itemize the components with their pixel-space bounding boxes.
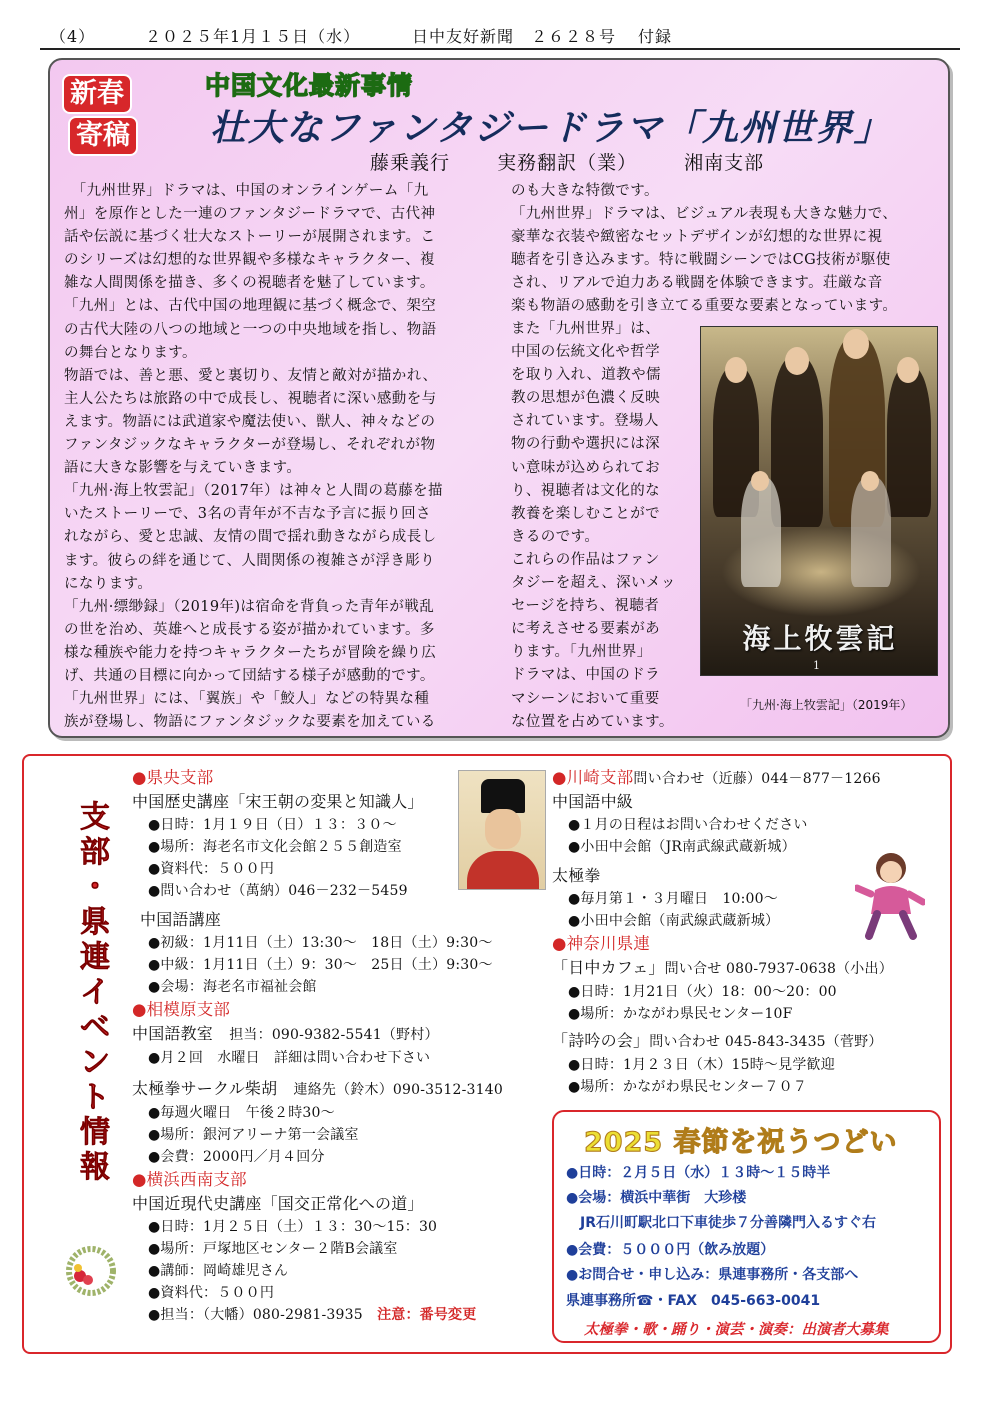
drama-poster-image [700, 326, 938, 676]
article-line: されています。登場人 [511, 413, 659, 430]
event-detail-line: ●場所：かながわ県民センター７０７ [568, 1079, 808, 1095]
author-branch: 湘南支部 [684, 152, 765, 174]
kanagawa-shigin-contact: 問い合わせ 045-843-3435（菅野） [649, 1034, 883, 1050]
sagamihara-class-contact: 担当：090-9382-5541（野村） [229, 1027, 439, 1043]
vertical-title-char: ・ [80, 870, 110, 905]
poster-caption: 「九州·海上牧雲記」（2019年） [740, 698, 913, 712]
article-line: され、リアルで迫力ある戦闘を体験できます。荘厳な音 [511, 275, 883, 292]
event-detail-line: ●問い合わせ（萬納）046－232－5459 [148, 883, 408, 899]
kawasaki-chinese-details [552, 814, 952, 858]
festival-line: 県連事務所☎・FAX 045-663-0041 [566, 1293, 821, 1309]
article-line: 中国の伝統文化や哲学 [511, 344, 660, 361]
sagamihara-taichi-contact: 連絡先（鈴木）090-3512-3140 [293, 1082, 503, 1098]
poster-number: 1 [813, 659, 820, 672]
article-line: 「九州世界」ドラマは、中国のオンラインゲーム「九 [64, 183, 429, 199]
events-vertical-title [72, 800, 118, 1185]
event-detail-line: ●資料代：５００円 [148, 861, 275, 877]
article-line: タジーを超え、深いメッ [511, 575, 676, 592]
article-line: 物語では、善と悪、愛と裏切り、友情と敵対が描かれ、 [64, 367, 438, 384]
festival-title: 2025 春節を祝うつどい [584, 1127, 898, 1158]
article-line: これらの作品はファン [511, 551, 660, 568]
poster-title: 海上牧雲記 [742, 622, 898, 655]
article-line: ファンタジックなキャラクターが登場し、それぞれが物 [64, 437, 436, 454]
article-line: れながら、愛と忠誠、友情の間で揺れ動きながら成長し [64, 529, 437, 546]
event-detail-line: ●日時：1月２３日（木）15時～見学歓迎 [568, 1057, 835, 1073]
badge-top: 新春 [62, 74, 132, 114]
article-line: ります。「九州世界」 [511, 644, 652, 661]
kanagawa-shigin-details [552, 1054, 952, 1098]
article-line: のも大きな特徴です。 [511, 183, 659, 199]
festival-line: ●会場：横浜中華街 大珍楼 [566, 1190, 747, 1206]
vertical-title-char: 情 [80, 1115, 110, 1150]
article-line: 州」を原作とした一連のファンタジードラマで、古代神 [64, 206, 436, 223]
section-kanagawa: ●神奈川県連 [552, 934, 651, 953]
article-line: の古代大陸の八つの地域と一つの中央地域を指し、物語 [64, 321, 437, 338]
kanagawa-cafe-contact: 問い合せ 080-7937-0638（小出） [664, 961, 893, 977]
article-line: 教養を楽しむことがで [511, 505, 660, 522]
event-detail-line: ●会場：海老名市福祉会館 [148, 979, 317, 995]
article-line: 教の思想が色濃く反映 [511, 390, 660, 407]
kawasaki-taichi-title: 太極拳 [552, 866, 601, 885]
article-line: 豪華な衣装や緻密なセットデザインが幻想的な世界に視 [511, 229, 883, 246]
event-detail-line: ●毎週火曜日 午後２時30～ [148, 1105, 335, 1121]
event-detail-line: ●初級：1月11日（土）13:30～ 18日（土）9:30～ [148, 935, 493, 951]
page-header [40, 22, 960, 50]
event-detail-line: ●日時：1月１９日（日）１３：３０～ [148, 817, 397, 833]
article-line: 雑な人間関係を描き、多くの視聴者を魅了しています。 [64, 275, 435, 292]
kawasaki-chinese-title: 中国語中級 [552, 792, 634, 811]
article-line: 聴者を引き込みます。特に戦闘シーンではCG技術が駆使 [511, 252, 891, 269]
feature-headline: 壮大なファンタジードラマ「九州世界」 [210, 108, 892, 149]
flower-wreath-icon [60, 1240, 122, 1302]
vertical-title-char: 部 [80, 835, 110, 870]
article-line: 「九州」とは、古代中国の地理観に基づく概念で、架空 [64, 298, 437, 315]
article-line: 主人公たちは旅路の中で成長し、視聴者に深い感動を与 [64, 390, 437, 407]
festival-line: JR石川町駅北口下車徒歩７分善隣門入るすぐ右 [566, 1215, 876, 1231]
vertical-title-char: 支 [80, 800, 110, 835]
article-line: 族が登場し、物語にファンタジックな要素を加えている [64, 714, 436, 731]
vertical-title-char: 報 [80, 1150, 110, 1185]
section-kawasaki: ●川崎支部 [552, 768, 634, 787]
article-line: 「九州世界」ドラマは、ビジュアル表現も大きな魅力で、 [511, 206, 898, 223]
kawasaki-taichi-details [552, 888, 952, 932]
event-detail-line: ●月２回 水曜日 詳細は問い合わせ下さい [148, 1050, 431, 1066]
supplement-label: 付録 [638, 27, 673, 46]
article-line: になります。 [64, 575, 153, 592]
event-detail-line: ●会費：2000円／月４回分 [148, 1149, 325, 1165]
byline [370, 148, 804, 175]
article-column-right-top [511, 180, 941, 319]
sagamihara-taichi-details [132, 1102, 532, 1168]
yokohama-course-details [132, 1216, 532, 1304]
article-line: 物の行動や選択には深 [511, 436, 660, 453]
article-line: マシーンにおいて重要 [511, 690, 660, 707]
author-title: 実務翻訳（業） [497, 152, 638, 174]
article-line: 楽も物語の感動を引き立てる重要な要素となっています。 [511, 298, 898, 315]
event-detail-line: ●場所：海老名市文化会館２５５創造室 [148, 839, 402, 855]
feature-kicker: 中国文化最新事情 [205, 71, 414, 100]
vertical-title-char: ト [80, 1080, 110, 1115]
vertical-title-char: 県 [80, 905, 110, 940]
article-line: いたストーリーで、3名の青年が不吉な予言に振り回さ [64, 506, 431, 523]
vertical-title-char: 連 [80, 940, 110, 975]
festival-line: ●お問合せ・申し込み：県連事務所・各支部へ [566, 1267, 859, 1283]
article-line: きるのです。 [511, 528, 600, 545]
kenou-chinese-course-title: 中国語講座 [140, 910, 222, 929]
article-line: の世を治め、英雄へと成長する姿が描かれています。多 [64, 621, 435, 638]
badge-bottom: 寄稿 [68, 116, 138, 156]
article-line: 語に大きな影響を与えていきます。 [64, 460, 302, 477]
article-line: 「九州·缥缈録」（2019年)は宿命を背負った青年が戦乱 [64, 598, 435, 615]
event-detail-line: ●場所：かながわ県民センター10F [568, 1006, 793, 1022]
event-detail-line: ●小田中会館（南武線武蔵新城） [568, 913, 780, 929]
article-line: 様な種族や能力を持つキャラクターたちが冒険を繰り広 [64, 644, 437, 661]
events-left-column [132, 766, 532, 1326]
event-detail-line: ●中級：1月11日（土）9：30～ 25日（土）9:30～ [148, 957, 493, 973]
event-detail-line: ●資料代：５００円 [148, 1285, 275, 1301]
section-kenou: ●県央支部 [132, 768, 214, 787]
kanagawa-cafe-details [552, 981, 952, 1025]
sagamihara-class-title: 中国語教室 [132, 1024, 214, 1043]
article-line: 「九州·海上牧雲記」（2017年）は神々と人間の葛藤を描 [64, 483, 443, 500]
author-name: 藤乗義行 [370, 152, 451, 174]
sagamihara-taichi-title: 太極拳サークル柴胡 [132, 1079, 278, 1098]
vertical-title-char: ン [80, 1045, 110, 1080]
new-year-badge [62, 74, 158, 154]
event-detail-line: ●講師：岡崎雄児さん [148, 1263, 289, 1279]
paper-name: 日中友好新聞 ２６２８号 [412, 27, 617, 46]
article-line: の舞台となります。 [64, 344, 197, 361]
festival-line: ●日時：２月５日（水）１３時～１５時半 [566, 1165, 831, 1181]
spring-festival-box [552, 1110, 941, 1343]
section-sagamihara: ●相模原支部 [132, 1000, 231, 1019]
article-line: に考えさせる要素があ [511, 621, 660, 638]
yokohama-course-title: 中国近現代史講座「国交正常化への道」 [132, 1194, 424, 1213]
article-line: り、視聴者は文化的な [511, 482, 660, 499]
yokohama-notice: 注意：番号変更 [377, 1307, 477, 1323]
article-line: ドラマは、中国のドラ [511, 667, 660, 684]
yokohama-contact: ●担当：（大幡）080-2981-3935 [148, 1307, 363, 1323]
article-line: 話や伝説に基づく壮大なストーリーが展開されます。こ [64, 229, 436, 246]
event-detail-line: ●日時：1月21日（火）18：00～20：00 [568, 984, 837, 1000]
sagamihara-class-details [132, 1047, 532, 1069]
event-detail-line: ●１月の日程はお問い合わせください [568, 817, 808, 833]
article-line: 「九州世界」には、「翼族」や「鮫人」などの特異な種 [64, 691, 430, 708]
kenou-chinese-course-details [132, 932, 532, 998]
article-line: えます。物語には武道家や魔法使い、獣人、神々などの [64, 413, 436, 430]
article-column-left [64, 180, 492, 734]
festival-line: ●会費：５０００円（飲み放題） [566, 1242, 775, 1258]
kenou-history-course-details [132, 814, 532, 902]
kawasaki-contact: 問い合わせ（近藤）044－877－1266 [633, 771, 881, 787]
issue-date: ２０２５年1月１５日（水） [145, 27, 361, 46]
article-line: な位置を占めています。 [511, 713, 674, 730]
vertical-title-char: ベ [80, 1010, 110, 1045]
event-detail-line: ●場所：戸塚地区センター２階B会議室 [148, 1241, 398, 1257]
article-column-right-narrow [511, 318, 696, 734]
event-detail-line: ●日時：1月２５日（土）１３：30～15：30 [148, 1219, 438, 1235]
event-detail-line: ●場所：銀河アリーナ第一会議室 [148, 1127, 359, 1143]
kanagawa-shigin-title: 「詩吟の会」 [552, 1031, 650, 1050]
page-number: （4） [50, 27, 96, 46]
kanagawa-cafe-title: 「日中カフェ」 [552, 958, 665, 977]
kenou-history-course-title: 中国歴史講座「宋王朝の変果と知識人」 [132, 792, 424, 811]
events-right-column [552, 766, 952, 1098]
article-line: げ、共通の目標に向かって団結する様子が感動的です。 [64, 667, 435, 684]
event-detail-line: ●毎月第１・３月曜日 10:00～ [568, 891, 778, 907]
article-line: い意味が込められてお [511, 459, 660, 476]
article-line: を取り入れ、道教や儒 [511, 367, 661, 384]
vertical-title-char: イ [80, 975, 110, 1010]
article-line: セージを持ち、視聴者 [511, 598, 660, 615]
article-line: また「九州世界」は、 [511, 321, 660, 337]
event-detail-line: ●小田中会館（JR南武線武蔵新城） [568, 839, 796, 855]
article-line: ます。彼らの絆を通じて、人間関係の複雑さが浮き彫り [64, 552, 436, 569]
section-yokohama: ●横浜西南支部 [132, 1170, 247, 1189]
festival-performer-call: 太極拳・歌・踊り・演芸・演奏：出演者大募集 [584, 1322, 889, 1338]
article-line: のシリーズは幻想的な世界観や多様なキャラクター、複 [64, 252, 435, 269]
